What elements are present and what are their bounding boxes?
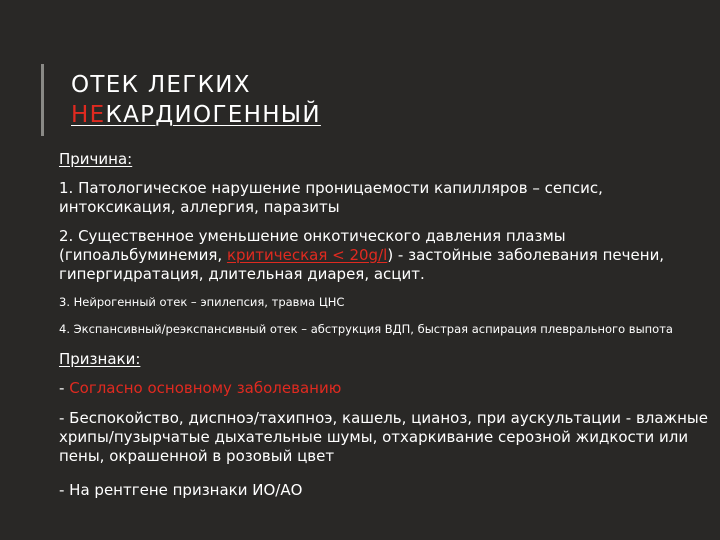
- cause-item-4: 4. Экспансивный/реэкспансивный отек – абструкция ВДП, быстрая аспирация плеврального выпота: [59, 322, 673, 336]
- signs-item-1-dash: -: [59, 379, 70, 397]
- cause-heading: Причина:: [59, 150, 133, 168]
- signs-item-2: - Беспокойство, диспноэ/тахипноэ, кашель, цианоз, при аускультации - влажные хрипы/пузырчатые дыхательные шумы, отхаркивание серозной жидкости или пены, окрашенной в розовый цвет: [59, 409, 708, 465]
- cause-item-2: [59, 227, 709, 284]
- title-accent-bar: [41, 64, 44, 136]
- title-line-2-rest: КАРДИОГЕННЫЙ: [105, 102, 321, 128]
- signs-item-1: [59, 379, 709, 398]
- cause-item-2-before: 2. Существенное уменьшение онкотического давления плазмы (гипоальбуминемия,: [59, 227, 566, 264]
- cause-item-2-highlight: критическая < 20g/l: [226, 246, 388, 264]
- title-line-1: ОТЕК ЛЕГКИХ: [71, 72, 251, 98]
- cause-item-1: 1. Патологическое нарушение проницаемости капилляров – сепсис, интоксикация, аллергия, паразиты: [59, 179, 603, 216]
- title-line-2: [71, 100, 321, 130]
- slide-title: [71, 70, 321, 130]
- cause-item-3: 3. Нейрогенный отек – эпилепсия, травма ЦНС: [59, 295, 345, 309]
- signs-item-3: - На рентгене признаки ИО/АО: [59, 481, 303, 499]
- cause-item-2-after: ) - застойные заболевания печени, гипергидратация, длительная диарея, асцит.: [59, 246, 665, 283]
- signs-item-1-text: Согласно основному заболеванию: [69, 379, 342, 397]
- slide-body: [59, 150, 709, 500]
- title-prefix-ne: НЕ: [71, 102, 106, 128]
- signs-heading: Признаки:: [59, 350, 141, 368]
